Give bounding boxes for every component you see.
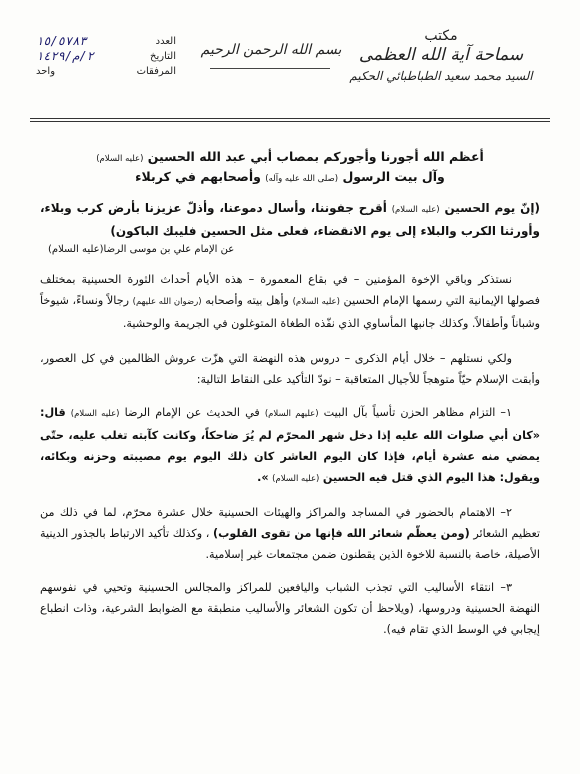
point-1-honorific-3: (عليه السلام) — [272, 474, 320, 484]
heading-line-1-honorific: (عليه السلام) — [96, 154, 144, 164]
basmala: بسم الله الرحمن الرحيم — [200, 42, 342, 58]
point-2-quran-quote: (ومن يعظّم شعائر الله فإنها من تقوى القلوب) — [212, 527, 470, 540]
heading-line-1-text: أعظم الله أجورنا وأجوركم بمصاب أبي عبد الله الحسين — [147, 149, 484, 164]
heading-line-2-text-b: وأصحابهم في كربلاء — [135, 169, 261, 184]
point-1-quote-end: ». — [257, 471, 269, 484]
reference-number-row — [36, 34, 176, 49]
heading-line-2-honorific: (صلى الله عليه وآله) — [265, 174, 339, 184]
point-1-intro-2: في الحديث عن الإمام الرضا — [124, 406, 260, 419]
attachments-value: واحد — [36, 66, 56, 77]
number-value: ١٥/٥٧٨٣ — [36, 34, 87, 48]
point-1-quote: قال: «كان أبي صلوات الله عليه إذا دخل شهر المحرّم لم يُرَ ضاحكاً، وكانت كآبته تغلب عليه، حتّى يمضي منه عشرة أيام، فإذا كان اليوم العاشر كان ذلك اليوم يوم مصيبته وحزنه وبكائه، ويقول: هذا اليوم الذي قتل فيه الحسين — [40, 406, 540, 484]
heading-line-1 — [40, 148, 540, 168]
paragraph-1-honorific-2: (رضوان الله عليهم) — [132, 297, 202, 307]
letter-body — [40, 148, 540, 640]
hadith-part-1: (إنّ يوم الحسين — [444, 201, 540, 215]
heading-line-2-text-a: وآل بيت الرسول — [342, 169, 445, 184]
hadith-part-2: أقرح جفوننا، وأسال دموعنا، وأذلّ عزيزنا بأرض كرب وبلاء، وأورثنا الكرب والبلاء إلى يوم الانقضاء، فعلى مثل الحسين فليبك الباكون) — [40, 201, 540, 238]
point-1 — [40, 402, 540, 490]
paragraph-1-text-b: وأهل بيته وأصحابه — [205, 294, 289, 307]
reference-block — [36, 34, 176, 79]
office-name: السيد محمد سعيد الطباطبائي الحكيم — [349, 69, 533, 83]
hadith-quote — [40, 198, 540, 242]
date-label: التاريخ — [150, 51, 176, 62]
header-divider-bottom — [30, 121, 550, 122]
date-row — [36, 49, 176, 64]
letterhead — [0, 28, 580, 100]
point-3: ٣– انتقاء الأساليب التي تجذب الشباب واليافعين للمراكز والمجالس الحسينية وتحيي في نفوسهم النهضة الحسينية ودروسها، (ويلاحظ أن تكون الشعائر والأساليب منطبقة مع الضوابط الشرعية، وذات انطباع إيجابي في الوسط الذي تقام فيه). — [40, 581, 540, 636]
basmala-underline — [210, 68, 330, 69]
point-2-text-b: ، وكذلك تأكيد الارتباط بالجذور الدينية الأصيلة، خاصة بالنسبة للاخوة الذين يقطنون ضمن مجتمعات غير إسلامية. — [40, 527, 540, 561]
point-2-text-a: ٢– الاهتمام بالحضور في المساجد والمراكز والهيئات الحسينية خلال عشرة محرّم، لما في ذلك من تعظيم الشعائر — [40, 506, 541, 540]
office-eminence: سماحة آية الله العظمى — [358, 45, 524, 65]
point-1-honorific-2: (عليه السلام) — [70, 409, 120, 419]
date-value: ٢/م/١٤٢٩ — [36, 49, 94, 63]
hadith-source: عن الإمام علي بن موسى الرضا(عليه السلام) — [48, 244, 235, 255]
paragraph-1-text-a: نستذكر وباقي الإخوة المؤمنين – في بقاع المعمورة – هذه الأيام أحداث الثورة الحسينية بمختلف فصولها الإيمانية التي رسمها الإمام الحسين — [40, 273, 540, 307]
hadith-honorific: (عليه السلام) — [391, 205, 440, 215]
heading-line-2 — [40, 168, 540, 188]
paragraph-1 — [40, 269, 540, 334]
condolence-heading — [40, 148, 540, 188]
attachments-row — [36, 64, 176, 79]
point-1-intro: ١– التزام مظاهر الحزن تأسياً بآل البيت — [323, 406, 513, 419]
number-label: العدد — [155, 36, 176, 47]
paragraph-2: ولكي نستلهم – خلال أيام الذكرى – دروس هذه النهضة التي هزّت عروش الظالمين في كل العصور، وأبقت الإسلام حيّاً متوهجاً للأجيال المتعاقبة – نودّ التأكيد على النقاط التالية: — [40, 352, 540, 386]
attachments-label: المرفقات — [136, 66, 176, 77]
point-1-honorific-1: (عليهم السلام) — [264, 409, 319, 419]
header-divider-top — [30, 118, 550, 119]
point-2 — [40, 502, 540, 565]
office-label: مكتب — [424, 28, 458, 44]
paragraph-1-honorific-1: (عليه السلام) — [292, 297, 340, 307]
paragraph-1-text-c: رجالاً ونساءً، شيوخاً وشباناً وأطفالاً. وكذلك جانبها المأساوي الذي نفّذه الطغاة المتوغلون في الجريمة والوحشية. — [40, 294, 540, 330]
office-title — [346, 28, 536, 83]
